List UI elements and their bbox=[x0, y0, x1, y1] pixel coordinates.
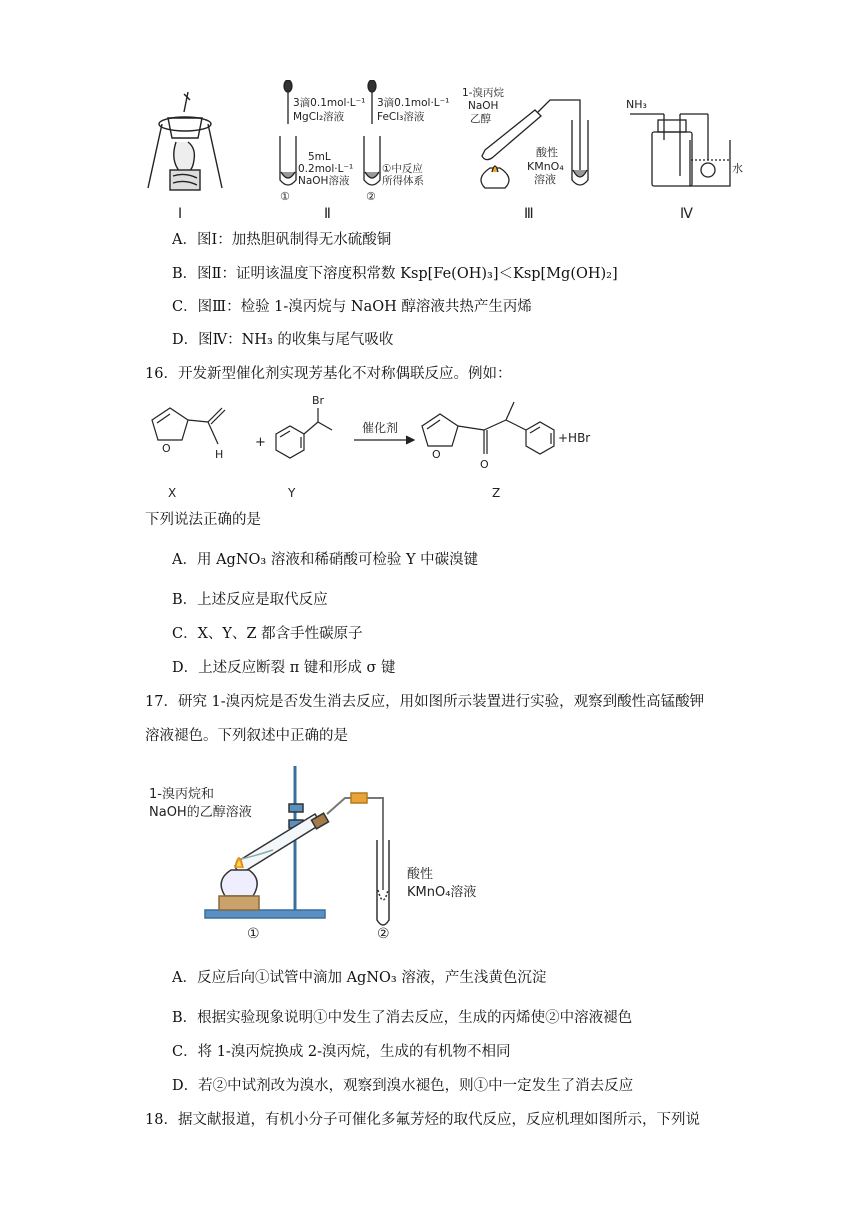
fig2-tube1-c: NaOH溶液 bbox=[298, 175, 350, 187]
fig2-drop2-sub: FeCl₃溶液 bbox=[377, 111, 425, 123]
x-label: X bbox=[168, 486, 177, 500]
q15-option-d: D．图Ⅳ：NH₃ 的收集与尾气吸收 bbox=[172, 332, 394, 348]
q16-option-a: A．用 AgNO₃ 溶液和稀硝酸可检验 Y 中碳溴键 bbox=[172, 552, 479, 568]
q17-reagent-line1: 1-溴丙烷和 bbox=[149, 787, 214, 802]
x-hydrogen-atom: H bbox=[215, 448, 224, 461]
q16-option-b: B．上述反应是取代反应 bbox=[172, 592, 328, 608]
z-oxygen-atom: O bbox=[432, 448, 441, 461]
fig3-reagent3: 乙醇 bbox=[470, 113, 491, 125]
fig3-acid3: 溶液 bbox=[534, 173, 556, 186]
plus-sign: + bbox=[255, 435, 266, 450]
q15-option-b: B．图Ⅱ：证明该温度下溶度积常数 Ksp[Fe(OH)₃]＜Ksp[Mg(OH)₂] bbox=[172, 266, 618, 282]
fig3-acid2: KMnO₄ bbox=[527, 160, 564, 173]
fig2-drop1-label: 3滴0.1mol·L⁻¹ bbox=[293, 97, 366, 109]
q16-option-d: D．上述反应断裂 π 键和形成 σ 键 bbox=[172, 660, 396, 676]
fig2-tube2-a: ①中反应 bbox=[382, 163, 423, 175]
fig2-tube1-number: ① bbox=[280, 190, 290, 203]
q17-stem-line1: 17．研究 1-溴丙烷是否发生消去反应，用如图所示装置进行实验，观察到酸性高锰酸钾 bbox=[145, 694, 705, 710]
fig1-heating-crucible bbox=[148, 92, 222, 190]
fig2-tube2-b: 所得体系 bbox=[382, 175, 424, 187]
q17-option-b: B．根据实验现象说明①中发生了消去反应，生成的丙烯使②中溶液褪色 bbox=[172, 1010, 633, 1026]
fig4-gas-label: NH₃ bbox=[626, 98, 647, 111]
q16-stem: 16．开发新型催化剂实现芳基化不对称偶联反应。例如： bbox=[145, 366, 512, 382]
q17-option-a: A．反应后向①试管中滴加 AgNO₃ 溶液，产生浅黄色沉淀 bbox=[172, 970, 547, 986]
apparatus-figure-row bbox=[140, 80, 760, 225]
q18-stem: 18．据文献报道，有机小分子可催化多氟芳烃的取代反应，反应机理如图所示，下列说 bbox=[145, 1112, 700, 1128]
q17-option-c: C．将 1-溴丙烷换成 2-溴丙烷，生成的有机物不相同 bbox=[172, 1044, 511, 1060]
z-label: Z bbox=[492, 486, 501, 500]
q17-acid-line1: 酸性 bbox=[407, 867, 434, 882]
fig2-tube2-number: ② bbox=[366, 190, 376, 203]
y-bromine-atom: Br bbox=[312, 394, 325, 407]
fig3-reagent2: NaOH bbox=[468, 100, 499, 112]
q17-acid-line2: KMnO₄溶液 bbox=[407, 885, 477, 900]
fig-label-3: Ⅲ bbox=[524, 206, 534, 222]
fig2-drop2-label: 3滴0.1mol·L⁻¹ bbox=[377, 97, 450, 109]
y-label: Y bbox=[288, 486, 296, 500]
fig-label-1: Ⅰ bbox=[178, 206, 183, 222]
q17-tube1-number: ① bbox=[247, 926, 260, 942]
catalyst-label: 催化剂 bbox=[362, 421, 399, 435]
x-oxygen-atom: O bbox=[162, 442, 171, 455]
q15-option-a: A．图Ⅰ：加热胆矾制得无水硫酸铜 bbox=[172, 232, 392, 248]
q17-apparatus-figure bbox=[145, 760, 505, 945]
fig2-drop1-sub: MgCl₂溶液 bbox=[293, 111, 345, 123]
q17-reagent-line2: NaOH的乙醇溶液 bbox=[149, 805, 252, 820]
fig2-tube1-b: 0.2mol·L⁻¹ bbox=[298, 163, 354, 175]
q15-option-c: C．图Ⅲ：检验 1-溴丙烷与 NaOH 醇溶液共热产生丙烯 bbox=[172, 299, 532, 315]
q16-question: 下列说法正确的是 bbox=[145, 512, 261, 528]
fig4-water-label: 水 bbox=[732, 162, 743, 175]
fig-label-2: Ⅱ bbox=[324, 206, 331, 222]
fig3-reagent1: 1-溴丙烷 bbox=[462, 87, 504, 99]
fig4-gas-collection bbox=[630, 114, 730, 186]
q17-option-d: D．若②中试剂改为溴水，观察到溴水褪色，则①中一定发生了消去反应 bbox=[172, 1078, 634, 1094]
fig3-acid1: 酸性 bbox=[536, 146, 558, 159]
hbr-label: +HBr bbox=[558, 431, 591, 445]
q17-tube2-number: ② bbox=[377, 926, 390, 942]
fig2-tube1-a: 5mL bbox=[308, 151, 331, 163]
fig-label-4: Ⅳ bbox=[680, 206, 693, 222]
z-carbonyl-oxygen: O bbox=[480, 458, 489, 471]
q16-option-c: C．X、Y、Z 都含手性碳原子 bbox=[172, 626, 363, 642]
q17-stem-line2: 溶液褪色。下列叙述中正确的是 bbox=[145, 728, 348, 744]
q16-reaction-scheme bbox=[140, 392, 640, 502]
